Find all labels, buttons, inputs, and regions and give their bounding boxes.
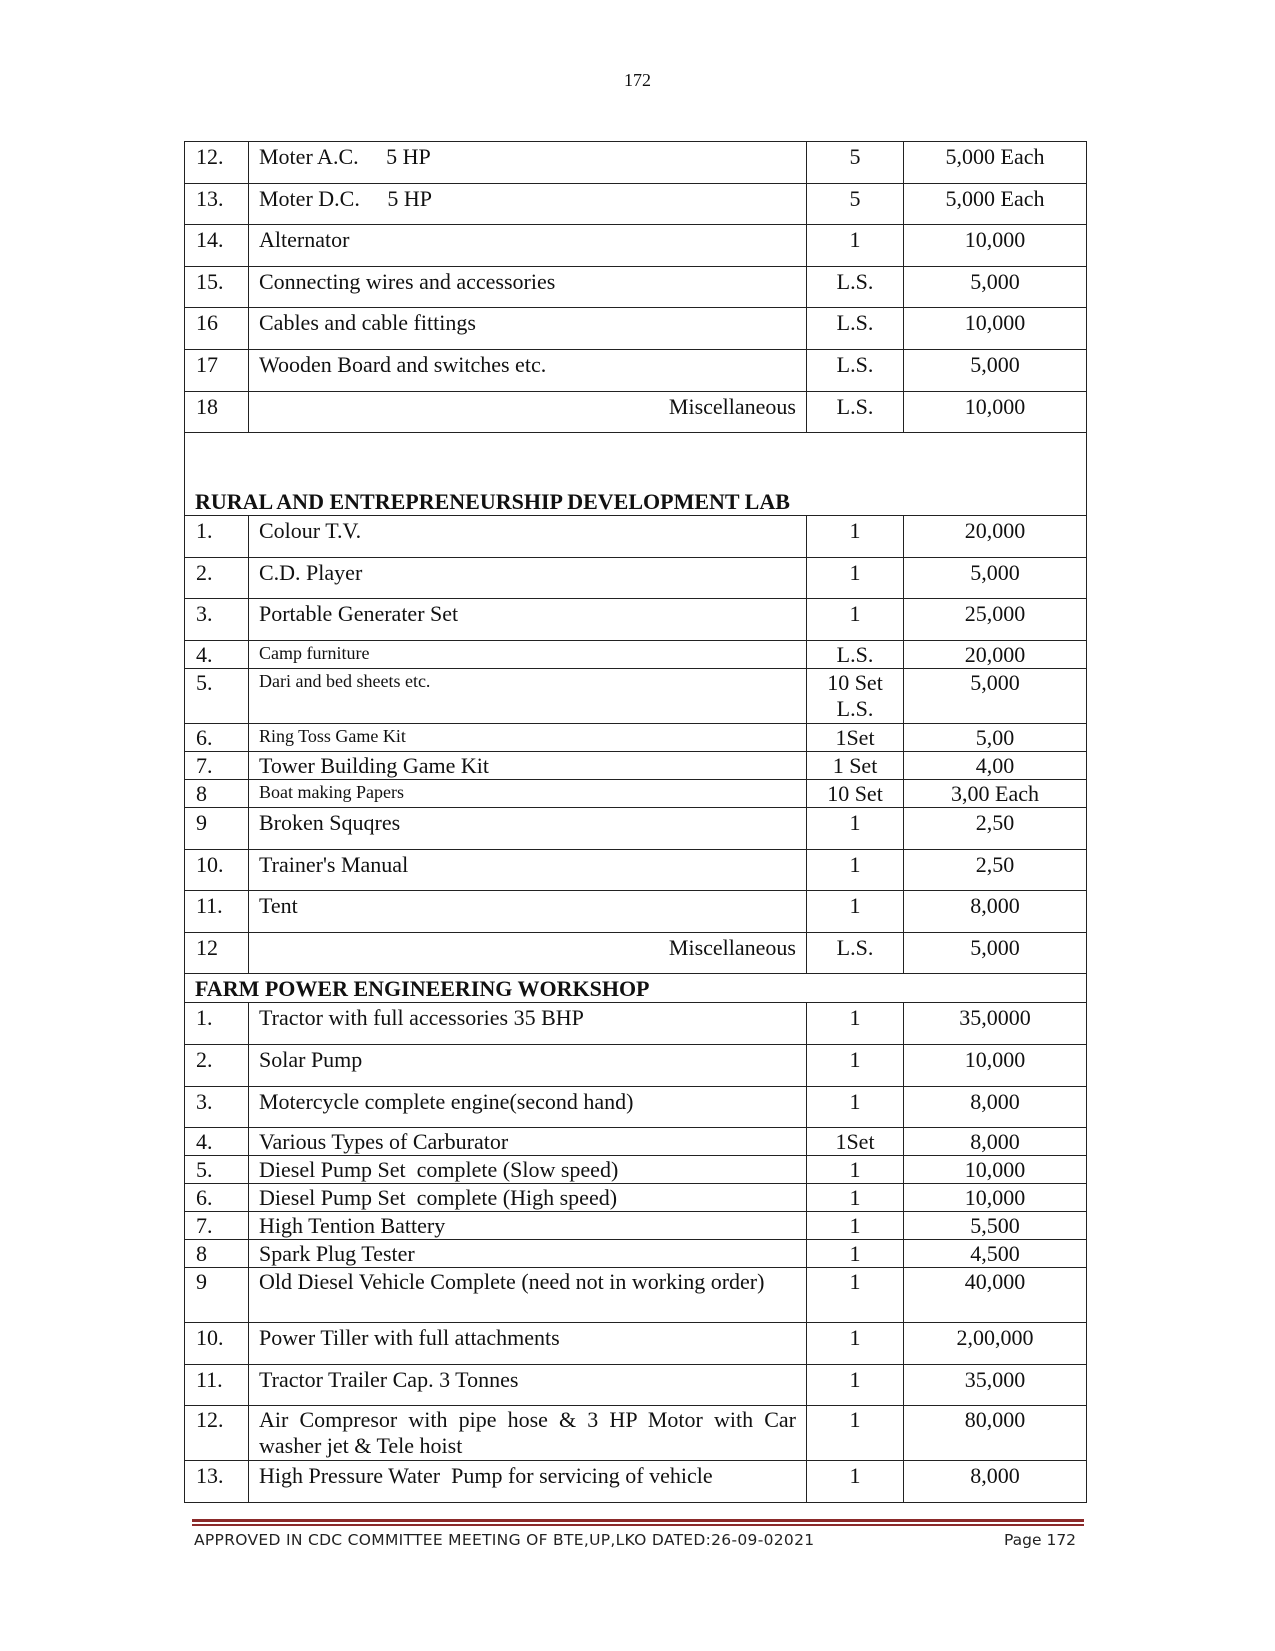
- quantity-cell: 1: [807, 1240, 904, 1268]
- quantity-line: L.S.: [836, 695, 874, 721]
- quantity-cell: L.S.: [807, 308, 904, 350]
- section-title-farm-workshop: FARM POWER ENGINEERING WORKSHOP: [185, 974, 1087, 1003]
- table-row: [185, 891, 1087, 933]
- serial-number-cell: 1.: [185, 1003, 249, 1045]
- item-name-cell: High Pressure Water Pump for servicing of vehicle: [249, 1461, 807, 1503]
- item-name-cell: Tractor with full accessories 35 BHP: [249, 1003, 807, 1045]
- table-row: [185, 668, 1087, 723]
- table-row: [185, 849, 1087, 891]
- quantity-cell: 1Set: [807, 1128, 904, 1156]
- quantity-cell: 5: [807, 142, 904, 184]
- cost-cell: 2,00,000: [904, 1323, 1087, 1365]
- quantity-cell: L.S.: [807, 391, 904, 433]
- serial-number-cell: 6.: [185, 1184, 249, 1212]
- item-name-cell: Air Compresor with pipe hose & 3 HP Motor with Car washer jet & Tele hoist: [249, 1406, 807, 1461]
- quantity-cell: 1: [807, 1156, 904, 1184]
- serial-number-cell: 4.: [185, 640, 249, 668]
- cost-cell: 5,00: [904, 723, 1087, 751]
- item-name-cell: Tent: [249, 891, 807, 933]
- table-row: [185, 349, 1087, 391]
- table-row: [185, 516, 1087, 558]
- table-row: [185, 723, 1087, 751]
- item-name-cell: Motercycle complete engine(second hand): [249, 1086, 807, 1128]
- table-row: [185, 391, 1087, 433]
- quantity-cell: 1: [807, 516, 904, 558]
- item-name-cell: Miscellaneous: [249, 932, 807, 974]
- serial-number-cell: 3.: [185, 1086, 249, 1128]
- table-row: [185, 1268, 1087, 1323]
- table-row: [185, 1212, 1087, 1240]
- quantity-cell: 1: [807, 1086, 904, 1128]
- quantity-cell: 5: [807, 183, 904, 225]
- item-name-cell: Tower Building Game Kit: [249, 751, 807, 779]
- table-row: [185, 1406, 1087, 1461]
- quantity-cell: L.S.: [807, 640, 904, 668]
- table-row: [185, 640, 1087, 668]
- serial-number-cell: 12.: [185, 1406, 249, 1461]
- table-row: [185, 1240, 1087, 1268]
- item-name-cell: High Tention Battery: [249, 1212, 807, 1240]
- cost-cell: 8,000: [904, 1128, 1087, 1156]
- table-row: [185, 1364, 1087, 1406]
- serial-number-cell: 9: [185, 807, 249, 849]
- table-row: [185, 308, 1087, 350]
- cost-cell: 4,500: [904, 1240, 1087, 1268]
- serial-number-cell: 18: [185, 391, 249, 433]
- cost-cell: 5,000: [904, 266, 1087, 308]
- serial-number-cell: 1.: [185, 516, 249, 558]
- table-row: [185, 1086, 1087, 1128]
- quantity-cell: 1: [807, 1044, 904, 1086]
- quantity-cell: 1: [807, 1323, 904, 1365]
- section-heading-row: [185, 433, 1087, 516]
- quantity-cell: 1: [807, 599, 904, 641]
- item-name-cell: Wooden Board and switches etc.: [249, 349, 807, 391]
- serial-number-cell: 2.: [185, 557, 249, 599]
- table-row: [185, 1184, 1087, 1212]
- quantity-cell: 1Set: [807, 723, 904, 751]
- serial-number-cell: 9: [185, 1268, 249, 1323]
- equipment-table: [184, 141, 1087, 1503]
- table-row: [185, 932, 1087, 974]
- item-name-cell: Colour T.V.: [249, 516, 807, 558]
- quantity-cell: 1: [807, 225, 904, 267]
- item-name-cell: Connecting wires and accessories: [249, 266, 807, 308]
- cost-cell: 2,50: [904, 807, 1087, 849]
- serial-number-cell: 17: [185, 349, 249, 391]
- serial-number-cell: 7.: [185, 1212, 249, 1240]
- serial-number-cell: 2.: [185, 1044, 249, 1086]
- table-row: [185, 1044, 1087, 1086]
- footer-page-number: Page 172: [1004, 1531, 1077, 1549]
- serial-number-cell: 13.: [185, 1461, 249, 1503]
- cost-cell: 20,000: [904, 640, 1087, 668]
- quantity-cell: 1: [807, 849, 904, 891]
- table-row: [185, 1128, 1087, 1156]
- item-name-cell: Various Types of Carburator: [249, 1128, 807, 1156]
- quantity-cell: [807, 668, 904, 723]
- cost-cell: 5,000: [904, 932, 1087, 974]
- item-name-cell: Tractor Trailer Cap. 3 Tonnes: [249, 1364, 807, 1406]
- serial-number-cell: 13.: [185, 183, 249, 225]
- quantity-cell: 1: [807, 1406, 904, 1461]
- item-name-cell: Camp furniture: [249, 640, 807, 668]
- item-name-cell: Old Diesel Vehicle Complete (need not in working order): [249, 1268, 807, 1323]
- cost-cell: 3,00 Each: [904, 779, 1087, 807]
- serial-number-cell: 12: [185, 932, 249, 974]
- serial-number-cell: 16: [185, 308, 249, 350]
- cost-cell: 40,000: [904, 1268, 1087, 1323]
- item-name-cell: Portable Generater Set: [249, 599, 807, 641]
- quantity-cell: 1: [807, 1268, 904, 1323]
- cost-cell: 8,000: [904, 891, 1087, 933]
- item-name-cell: Moter A.C. 5 HP: [249, 142, 807, 184]
- serial-number-cell: 5.: [185, 668, 249, 723]
- quantity-cell: 1: [807, 1184, 904, 1212]
- quantity-cell: 1: [807, 891, 904, 933]
- serial-number-cell: 10.: [185, 1323, 249, 1365]
- table-row: [185, 751, 1087, 779]
- cost-cell: 5,500: [904, 1212, 1087, 1240]
- serial-number-cell: 15.: [185, 266, 249, 308]
- item-name-cell: Moter D.C. 5 HP: [249, 183, 807, 225]
- cost-cell: 10,000: [904, 1184, 1087, 1212]
- quantity-cell: 1: [807, 557, 904, 599]
- cost-cell: 5,000: [904, 557, 1087, 599]
- item-name-cell: C.D. Player: [249, 557, 807, 599]
- footer-approval-text: APPROVED IN CDC COMMITTEE MEETING OF BTE,UP,LKO DATED:26-09-02021: [194, 1531, 815, 1549]
- quantity-cell: 1: [807, 1364, 904, 1406]
- serial-number-cell: 11.: [185, 1364, 249, 1406]
- quantity-cell: 1: [807, 807, 904, 849]
- item-name-cell: Spark Plug Tester: [249, 1240, 807, 1268]
- table-row: [185, 1323, 1087, 1365]
- serial-number-cell: 4.: [185, 1128, 249, 1156]
- quantity-cell: 1: [807, 1003, 904, 1045]
- quantity-cell: L.S.: [807, 266, 904, 308]
- serial-number-cell: 11.: [185, 891, 249, 933]
- item-name-cell: Broken Squqres: [249, 807, 807, 849]
- cost-cell: 20,000: [904, 516, 1087, 558]
- table-row: [185, 225, 1087, 267]
- footer-rule: [192, 1519, 1084, 1526]
- quantity-cell: 1 Set: [807, 751, 904, 779]
- cost-cell: 35,000: [904, 1364, 1087, 1406]
- serial-number-cell: 8: [185, 1240, 249, 1268]
- cost-cell: 10,000: [904, 308, 1087, 350]
- item-name-cell: Power Tiller with full attachments: [249, 1323, 807, 1365]
- table-row: [185, 807, 1087, 849]
- item-name-cell: Trainer's Manual: [249, 849, 807, 891]
- quantity-cell: L.S.: [807, 932, 904, 974]
- section-heading-row: [185, 974, 1087, 1003]
- item-name-cell: Miscellaneous: [249, 391, 807, 433]
- section-title-rural-lab: RURAL AND ENTREPRENEURSHIP DEVELOPMENT LAB: [185, 433, 1087, 516]
- cost-cell: 5,000: [904, 668, 1087, 723]
- quantity-cell: 10 Set: [807, 779, 904, 807]
- table-row: [185, 266, 1087, 308]
- cost-cell: 10,000: [904, 1156, 1087, 1184]
- table-row: [185, 599, 1087, 641]
- quantity-cell: 1: [807, 1461, 904, 1503]
- serial-number-cell: 8: [185, 779, 249, 807]
- cost-cell: 10,000: [904, 1044, 1087, 1086]
- table-row: [185, 1003, 1087, 1045]
- serial-number-cell: 3.: [185, 599, 249, 641]
- item-name-cell: Diesel Pump Set complete (Slow speed): [249, 1156, 807, 1184]
- item-name-cell: Diesel Pump Set complete (High speed): [249, 1184, 807, 1212]
- quantity-cell: L.S.: [807, 349, 904, 391]
- quantity-cell: 1: [807, 1212, 904, 1240]
- cost-cell: 5,000 Each: [904, 183, 1087, 225]
- serial-number-cell: 12.: [185, 142, 249, 184]
- serial-number-cell: 7.: [185, 751, 249, 779]
- item-name-cell: Cables and cable fittings: [249, 308, 807, 350]
- item-name-cell: Dari and bed sheets etc.: [249, 668, 807, 723]
- table-row: [185, 1461, 1087, 1503]
- cost-cell: 8,000: [904, 1086, 1087, 1128]
- table-row: [185, 557, 1087, 599]
- serial-number-cell: 6.: [185, 723, 249, 751]
- cost-cell: 25,000: [904, 599, 1087, 641]
- cost-cell: 4,00: [904, 751, 1087, 779]
- cost-cell: 5,000 Each: [904, 142, 1087, 184]
- table-row: [185, 183, 1087, 225]
- serial-number-cell: 14.: [185, 225, 249, 267]
- cost-cell: 8,000: [904, 1461, 1087, 1503]
- cost-cell: 10,000: [904, 391, 1087, 433]
- table-row: [185, 779, 1087, 807]
- page-number-top: 172: [624, 70, 651, 90]
- cost-cell: 5,000: [904, 349, 1087, 391]
- cost-cell: 35,0000: [904, 1003, 1087, 1045]
- quantity-line: 10 Set: [827, 669, 883, 695]
- table-row: [185, 1156, 1087, 1184]
- table-row: [185, 142, 1087, 184]
- serial-number-cell: 5.: [185, 1156, 249, 1184]
- item-name-cell: Solar Pump: [249, 1044, 807, 1086]
- cost-cell: 2,50: [904, 849, 1087, 891]
- item-name-cell: Alternator: [249, 225, 807, 267]
- cost-cell: 10,000: [904, 225, 1087, 267]
- item-name-cell: Boat making Papers: [249, 779, 807, 807]
- cost-cell: 80,000: [904, 1406, 1087, 1461]
- serial-number-cell: 10.: [185, 849, 249, 891]
- item-name-cell: Ring Toss Game Kit: [249, 723, 807, 751]
